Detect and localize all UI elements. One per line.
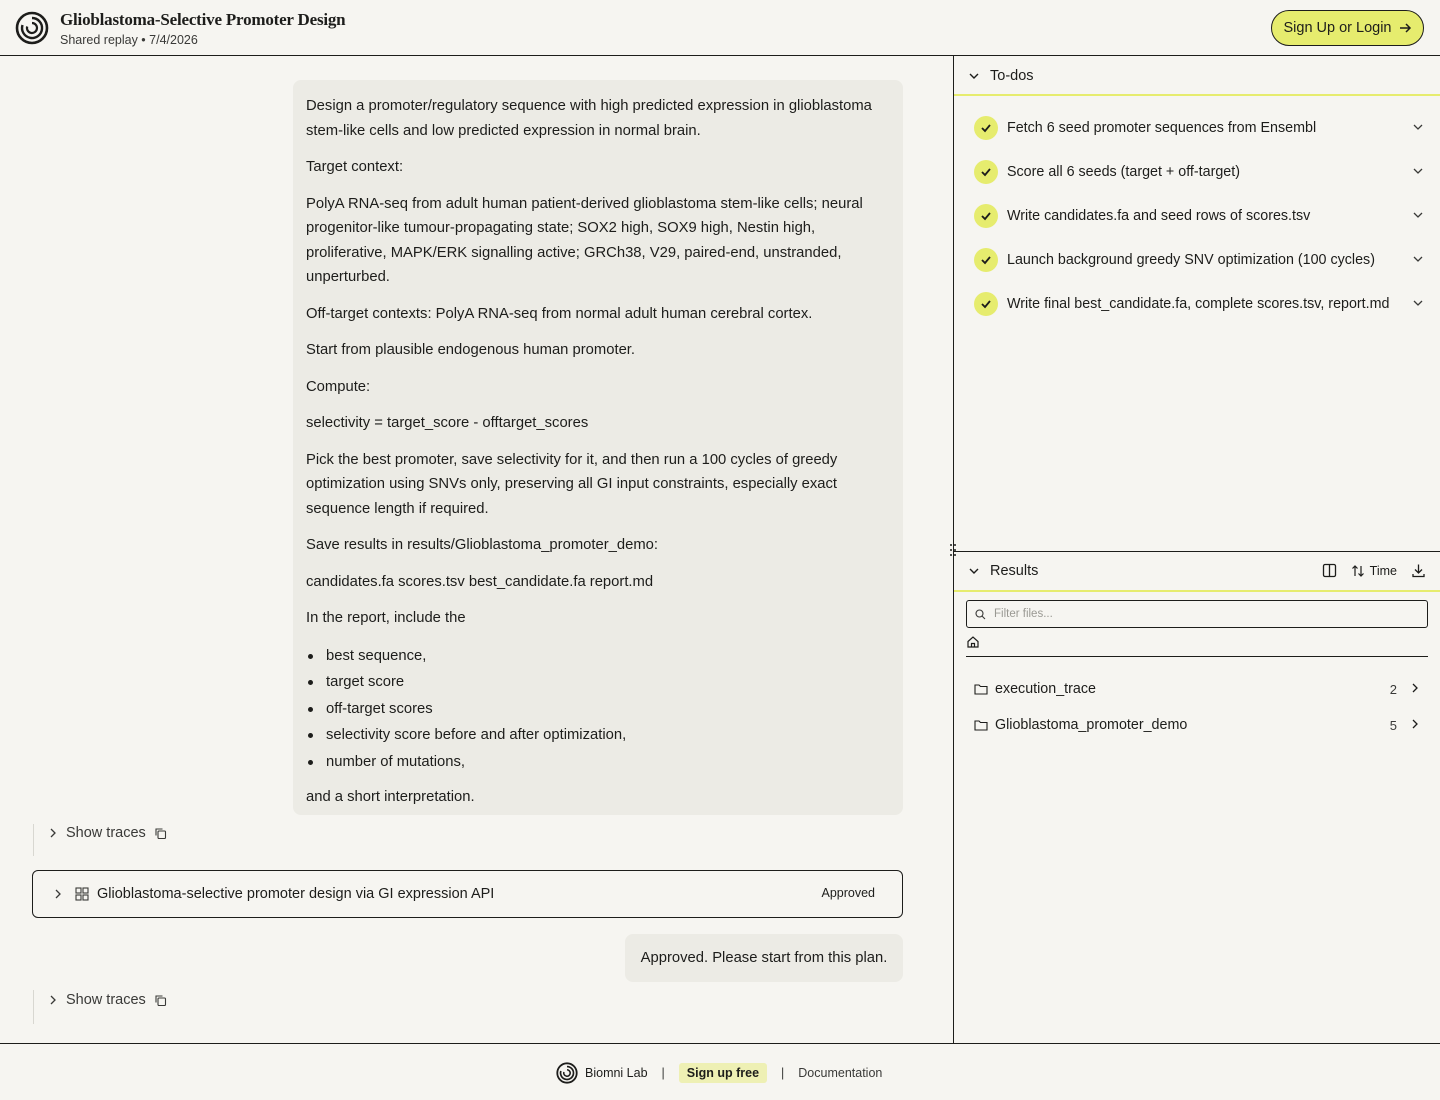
todo-label: Write candidates.fa and seed rows of scores.tsv bbox=[1007, 208, 1311, 224]
folder-count: 2 bbox=[1389, 681, 1397, 697]
folder-name: execution_trace bbox=[995, 681, 1096, 697]
folder-row[interactable] bbox=[974, 713, 1428, 737]
prompt-paragraph: In the report, include the bbox=[306, 610, 466, 626]
list-item: best sequence, bbox=[306, 643, 890, 670]
prompt-paragraph: PolyA RNA-seq from adult human patient-derived glioblastoma stem-like cells; neural progenitor-like tumour-propagating state; SOX2 high, SOX9 high, Nestin high, proliferative, MAPK/ERK signalling active; GRCh38, V29, paired-end, unstranded, unperturbed. bbox=[306, 195, 863, 285]
chevron-right-icon bbox=[1410, 683, 1420, 693]
list-item: off-target scores bbox=[306, 696, 890, 723]
todo-item[interactable] bbox=[974, 289, 1424, 319]
trace-line bbox=[33, 824, 34, 856]
user-prompt-bubble bbox=[293, 80, 903, 815]
plan-status-badge: Approved bbox=[821, 886, 875, 900]
results-underline bbox=[954, 590, 1440, 592]
prompt-paragraph: Design a promoter/regulatory sequence with high predicted expression in glioblastoma stem-like cells and low predicted expression in normal brain. bbox=[306, 98, 872, 139]
signup-login-button[interactable] bbox=[1271, 10, 1424, 46]
plan-title: Glioblastoma-selective promoter design via GI expression API bbox=[97, 886, 495, 902]
documentation-link[interactable]: Documentation bbox=[798, 1066, 883, 1080]
todo-item[interactable] bbox=[974, 201, 1424, 231]
check-icon bbox=[974, 116, 998, 140]
show-traces-toggle[interactable] bbox=[48, 992, 167, 1008]
show-traces-toggle[interactable] bbox=[48, 825, 167, 841]
search-icon bbox=[975, 609, 986, 620]
chevron-down-icon bbox=[968, 565, 980, 577]
todos-title: To-dos bbox=[990, 68, 1034, 84]
check-icon bbox=[974, 248, 998, 272]
chevron-right-icon bbox=[51, 889, 65, 899]
prompt-paragraph: selectivity = target_score - offtarget_scores bbox=[306, 415, 589, 431]
sort-label: Time bbox=[1369, 563, 1397, 578]
prompt-paragraph: Save results in results/Glioblastoma_promoter_demo: bbox=[306, 537, 658, 553]
chevron-right-icon bbox=[1410, 719, 1420, 729]
folder-icon bbox=[974, 719, 988, 731]
check-icon bbox=[974, 292, 998, 316]
trace-line bbox=[33, 990, 34, 1024]
folder-row[interactable] bbox=[974, 677, 1428, 701]
grid-icon bbox=[75, 887, 89, 901]
download-icon[interactable] bbox=[1411, 563, 1426, 578]
todo-label: Score all 6 seeds (target + off-target) bbox=[1007, 164, 1240, 180]
list-item: number of mutations, bbox=[306, 749, 890, 776]
signup-login-label: Sign Up or Login bbox=[1283, 20, 1392, 36]
prompt-bullet-list bbox=[306, 643, 890, 776]
list-item: selectivity score before and after optimization, bbox=[306, 722, 890, 749]
chevron-down-icon bbox=[1412, 209, 1424, 221]
chevron-down-icon bbox=[1412, 165, 1424, 177]
prompt-paragraph: Target context: bbox=[306, 159, 404, 175]
folder-count: 5 bbox=[1389, 717, 1397, 733]
filter-box bbox=[966, 600, 1428, 628]
results-toolbar bbox=[1322, 563, 1426, 578]
footer-brand[interactable]: Biomni Lab bbox=[585, 1066, 648, 1080]
check-icon bbox=[974, 160, 998, 184]
prompt-paragraph: Compute: bbox=[306, 378, 371, 395]
side-panel bbox=[954, 56, 1440, 1043]
sort-button[interactable] bbox=[1351, 564, 1397, 578]
chevron-right-icon bbox=[48, 828, 58, 838]
todo-label: Fetch 6 seed promoter sequences from Ensembl bbox=[1007, 120, 1317, 136]
biomni-logo-icon[interactable] bbox=[556, 1062, 578, 1084]
show-traces-label: Show traces bbox=[66, 825, 146, 841]
footer-separator: | bbox=[781, 1066, 785, 1080]
prompt-paragraph: Pick the best promoter, save selectivity for it, and then run a 100 cycles of greedy optimization using SNVs only, preserving all GI input constraints, especially exact sequence length if required. bbox=[306, 451, 838, 517]
sort-icon bbox=[1351, 564, 1365, 578]
user-reply-bubble bbox=[625, 934, 903, 982]
page-footer bbox=[0, 1043, 1440, 1100]
chevron-down-icon bbox=[968, 70, 980, 82]
arrow-right-icon bbox=[1398, 21, 1412, 35]
chevron-right-icon bbox=[48, 995, 58, 1005]
filter-files-input[interactable] bbox=[994, 608, 1414, 620]
prompt-paragraph: Start from plausible endogenous human promoter. bbox=[306, 342, 636, 358]
todo-label: Launch background greedy SNV optimization (100 cycles) bbox=[1007, 252, 1375, 268]
todos-header[interactable] bbox=[954, 56, 1440, 96]
chevron-down-icon bbox=[1412, 297, 1424, 309]
user-reply-text: Approved. Please start from this plan. bbox=[640, 950, 888, 966]
page-subtitle: Shared replay • 7/4/2026 bbox=[60, 33, 198, 47]
breadcrumb-divider bbox=[966, 656, 1428, 657]
columns-icon[interactable] bbox=[1322, 563, 1337, 578]
folder-icon bbox=[974, 683, 988, 695]
chevron-down-icon bbox=[1412, 253, 1424, 265]
plan-card[interactable] bbox=[32, 870, 903, 918]
todo-item[interactable] bbox=[974, 113, 1424, 143]
prompt-paragraph: candidates.fa scores.tsv best_candidate.fa report.md bbox=[306, 573, 654, 590]
page-title: Glioblastoma-Selective Promoter Design bbox=[60, 10, 346, 29]
chat-thread bbox=[0, 56, 953, 1043]
copy-icon[interactable] bbox=[154, 994, 167, 1007]
todo-item[interactable] bbox=[974, 157, 1424, 187]
todo-label: Write final best_candidate.fa, complete scores.tsv, report.md bbox=[1007, 296, 1390, 312]
copy-icon[interactable] bbox=[154, 827, 167, 840]
biomni-logo-icon[interactable] bbox=[15, 11, 49, 45]
app-header bbox=[0, 0, 1440, 56]
show-traces-label: Show traces bbox=[66, 992, 146, 1008]
footer-separator: | bbox=[661, 1066, 665, 1080]
results-title: Results bbox=[990, 563, 1039, 579]
folder-name: Glioblastoma_promoter_demo bbox=[995, 717, 1188, 733]
chevron-down-icon bbox=[1412, 121, 1424, 133]
footer-links bbox=[556, 1062, 882, 1084]
prompt-closing: and a short interpretation. bbox=[306, 789, 475, 805]
prompt-paragraph: Off-target contexts: PolyA RNA-seq from normal adult human cerebral cortex. bbox=[306, 305, 813, 322]
home-icon[interactable] bbox=[966, 635, 980, 649]
todos-underline bbox=[954, 94, 1440, 96]
footer-signup-link[interactable]: Sign up free bbox=[679, 1063, 767, 1083]
check-icon bbox=[974, 204, 998, 228]
list-item: target score bbox=[306, 669, 890, 696]
todo-item[interactable] bbox=[974, 245, 1424, 275]
